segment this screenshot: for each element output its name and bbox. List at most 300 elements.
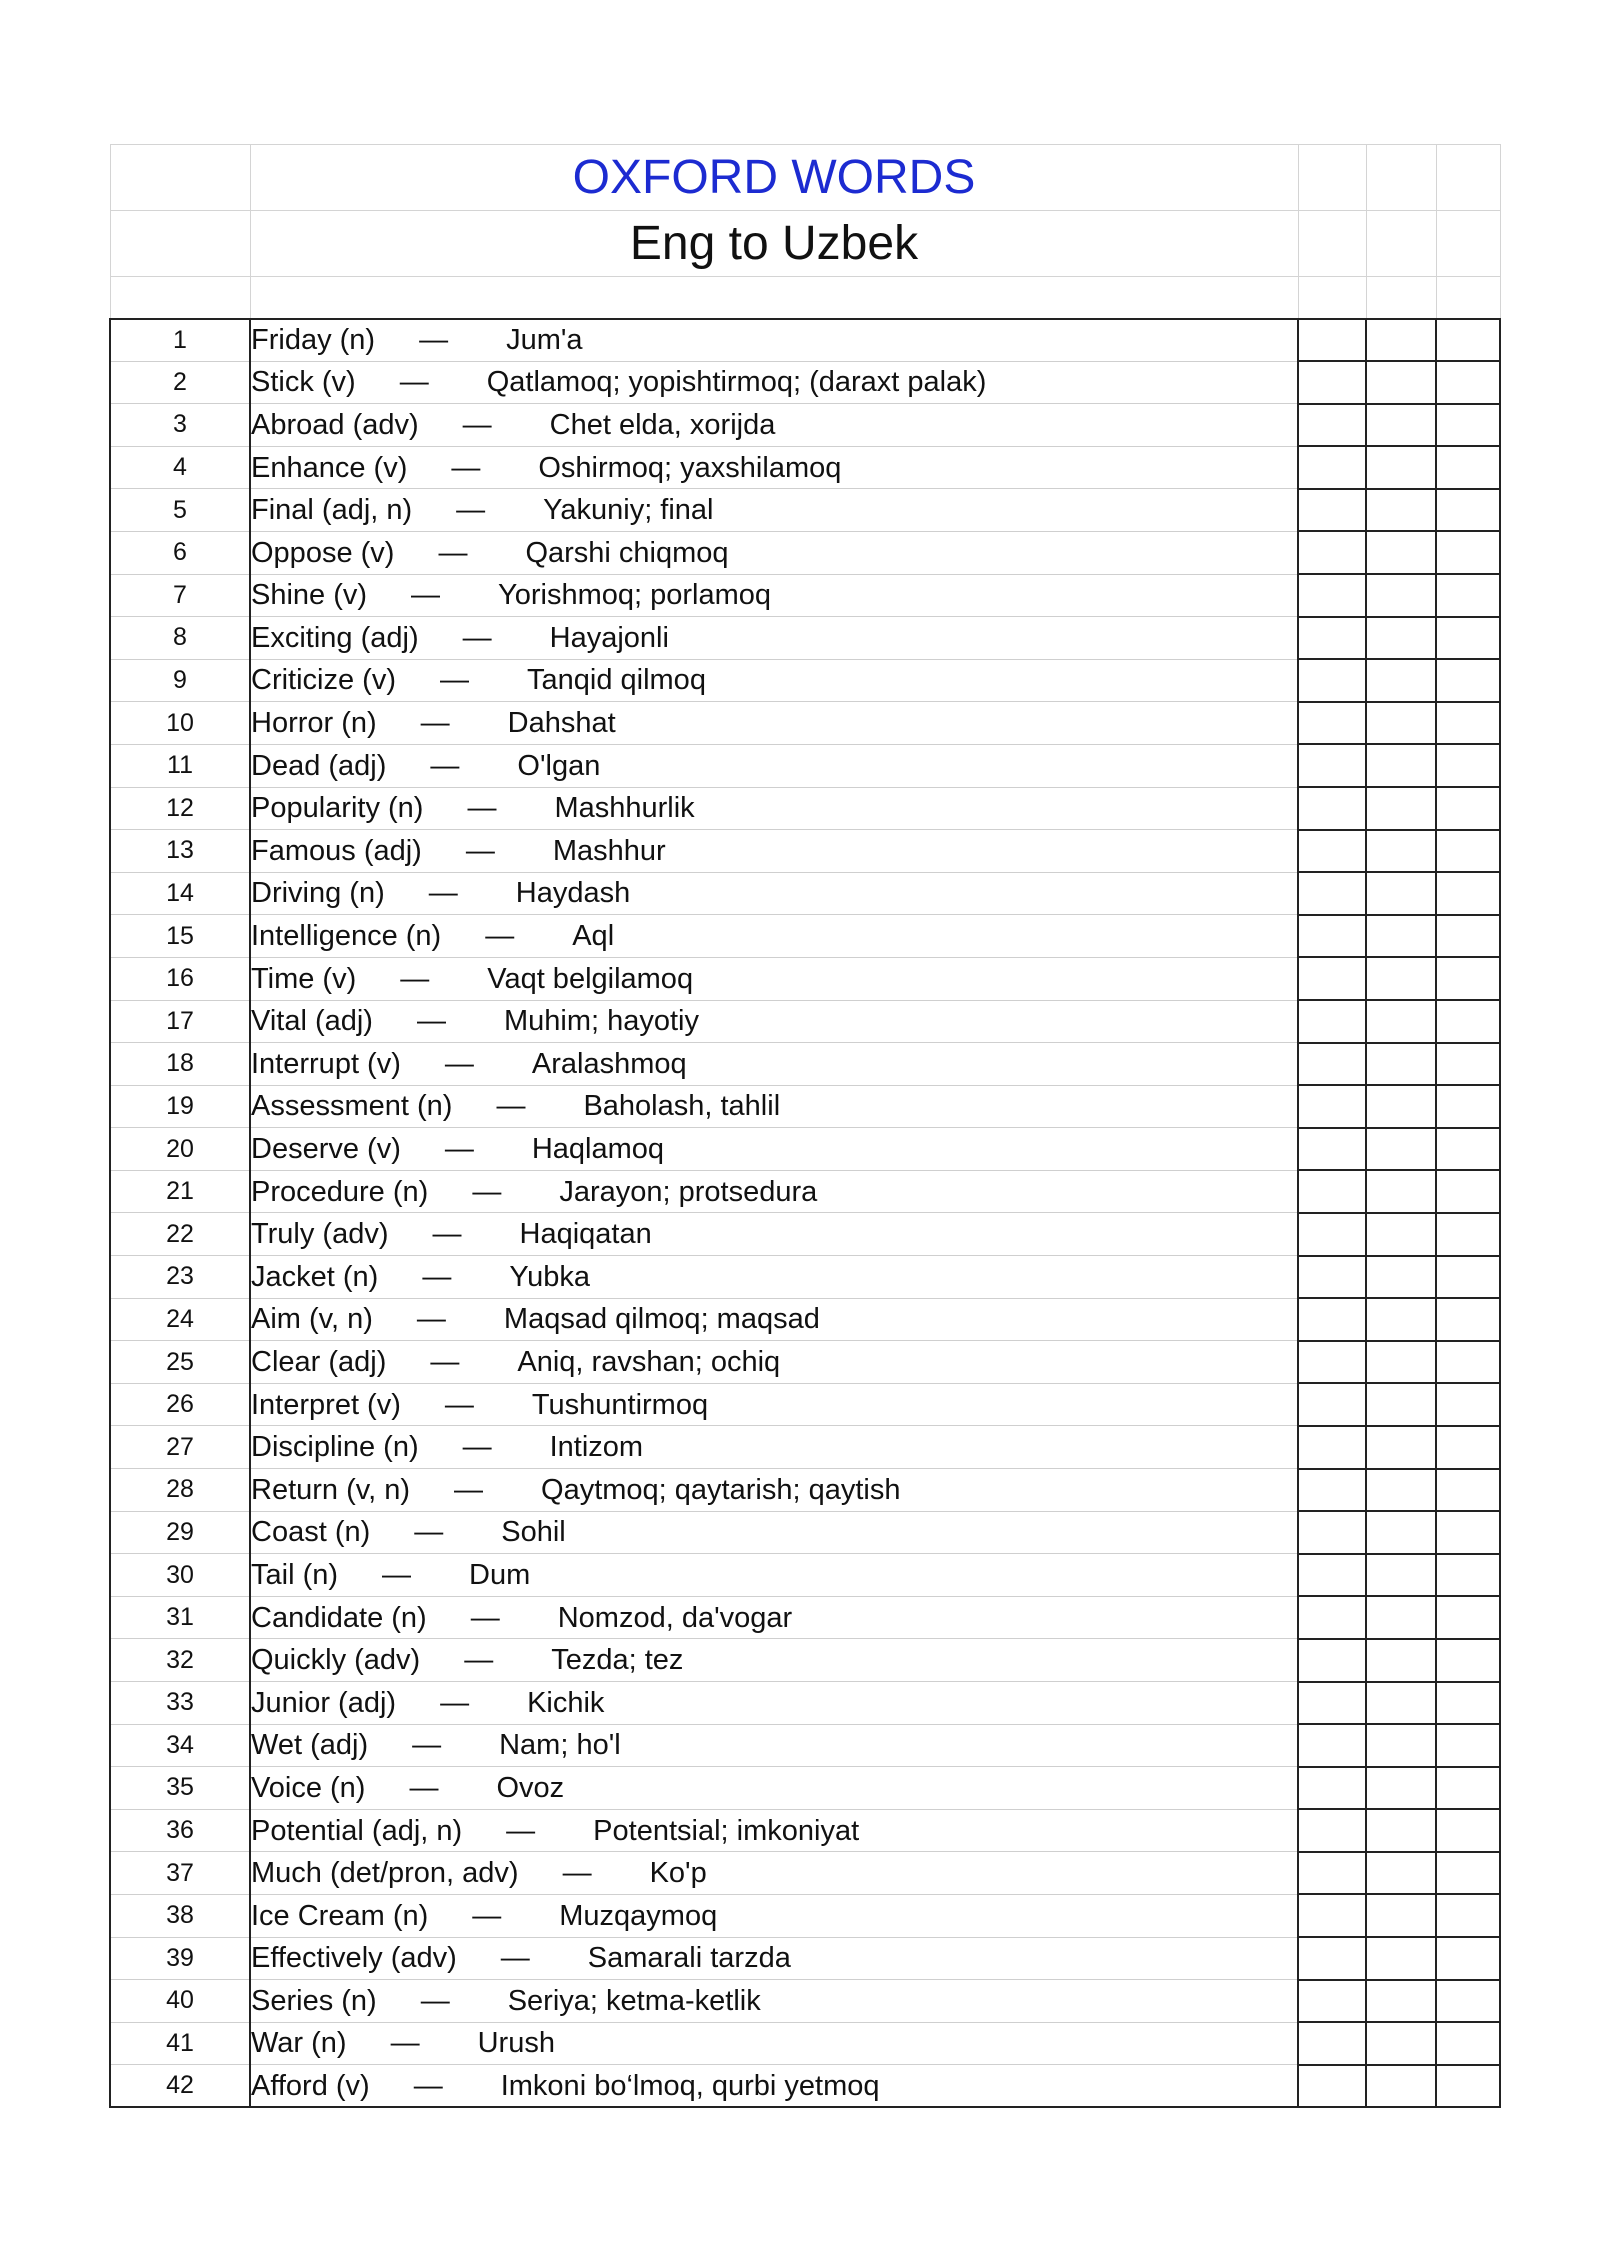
check-box-2[interactable] [1366, 1596, 1436, 1639]
separator-dash: — [464, 1644, 494, 1677]
check-box-3[interactable] [1436, 1128, 1500, 1171]
header-cell [1298, 277, 1366, 319]
separator-dash: — [428, 877, 458, 910]
check-box-1[interactable] [1298, 1170, 1366, 1213]
check-box-2[interactable] [1366, 531, 1436, 574]
check-box-1[interactable] [1298, 489, 1366, 532]
check-box-1[interactable] [1298, 1596, 1366, 1639]
check-box-2[interactable] [1366, 1809, 1436, 1852]
word-entry [250, 1256, 1298, 1299]
row-number: 23 [110, 1256, 250, 1299]
english-word: Clear (adj) [251, 1345, 387, 1378]
uzbek-translation: Seriya; ketma-ketlik [507, 1984, 761, 2017]
separator-dash: — [440, 664, 469, 697]
table-row [110, 830, 1500, 873]
word-entry [250, 1511, 1298, 1554]
table-row [110, 957, 1500, 1000]
uzbek-translation: Jarayon; protsedura [559, 1175, 818, 1208]
check-box-3[interactable] [1436, 1639, 1500, 1682]
table-row [110, 1341, 1500, 1384]
subtitle-row [110, 211, 1500, 277]
uzbek-translation: Oshirmoq; yaxshilamoq [538, 451, 842, 484]
uzbek-translation: Aralashmoq [531, 1047, 687, 1080]
check-box-1[interactable] [1298, 1043, 1366, 1086]
check-box-3[interactable] [1436, 489, 1500, 532]
check-box-2[interactable] [1366, 957, 1436, 1000]
check-box-1[interactable] [1298, 915, 1366, 958]
uzbek-translation: Ovoz [496, 1771, 565, 1804]
check-box-1[interactable] [1298, 319, 1366, 362]
uzbek-translation: Tezda; tez [551, 1644, 684, 1677]
row-number: 29 [110, 1511, 250, 1554]
check-box-1[interactable] [1298, 1426, 1366, 1469]
separator-dash: — [462, 408, 492, 441]
uzbek-translation: Tanqid qilmoq [527, 664, 706, 697]
header-cell [110, 211, 250, 277]
english-word: Effectively (adv) [251, 1942, 457, 1975]
check-box-1[interactable] [1298, 659, 1366, 702]
separator-dash: — [500, 1942, 530, 1975]
check-box-2[interactable] [1366, 1682, 1436, 1725]
english-word: Potential (adj, n) [251, 1814, 463, 1847]
english-word: Time (v) [251, 962, 357, 995]
check-box-1[interactable] [1298, 1937, 1366, 1980]
check-box-3[interactable] [1436, 957, 1500, 1000]
check-box-1[interactable] [1298, 830, 1366, 873]
check-box-2[interactable] [1366, 1937, 1436, 1980]
check-box-1[interactable] [1298, 1894, 1366, 1937]
english-word: Oppose (v) [251, 536, 395, 569]
check-box-2[interactable] [1366, 1511, 1436, 1554]
table-row [110, 2022, 1500, 2065]
check-box-3[interactable] [1436, 744, 1500, 787]
separator-dash: — [430, 749, 460, 782]
english-word: Candidate (n) [251, 1601, 427, 1634]
check-box-1[interactable] [1298, 1000, 1366, 1043]
uzbek-translation: Muzqaymoq [559, 1899, 718, 1932]
word-entry [250, 872, 1298, 915]
check-box-2[interactable] [1366, 787, 1436, 830]
check-box-1[interactable] [1298, 446, 1366, 489]
english-word: Junior (adj) [251, 1686, 397, 1719]
table-row [110, 1767, 1500, 1810]
word-entry [250, 1043, 1298, 1086]
check-box-1[interactable] [1298, 787, 1366, 830]
check-box-2[interactable] [1366, 872, 1436, 915]
row-number: 21 [110, 1170, 250, 1213]
check-box-2[interactable] [1366, 702, 1436, 745]
word-entry [250, 702, 1298, 745]
row-number: 28 [110, 1469, 250, 1512]
check-box-2[interactable] [1366, 361, 1436, 404]
separator-dash: — [413, 2069, 443, 2102]
check-box-3[interactable] [1436, 319, 1500, 362]
english-word: Shine (v) [251, 579, 368, 612]
row-number: 5 [110, 489, 250, 532]
word-entry [250, 1937, 1298, 1980]
separator-dash: — [416, 1303, 446, 1336]
check-box-3[interactable] [1436, 1213, 1500, 1256]
table-row [110, 1724, 1500, 1767]
check-box-1[interactable] [1298, 1724, 1366, 1767]
check-box-1[interactable] [1298, 531, 1366, 574]
check-box-3[interactable] [1436, 1724, 1500, 1767]
check-box-2[interactable] [1366, 1554, 1436, 1597]
check-box-1[interactable] [1298, 1980, 1366, 2023]
word-entry [250, 1554, 1298, 1597]
check-box-2[interactable] [1366, 319, 1436, 362]
table-row [110, 1511, 1500, 1554]
separator-dash: — [462, 621, 492, 654]
row-number: 34 [110, 1724, 250, 1767]
check-box-3[interactable] [1436, 1085, 1500, 1128]
english-word: Stick (v) [251, 366, 356, 399]
check-box-3[interactable] [1436, 1000, 1500, 1043]
uzbek-translation: Nam; ho'l [499, 1729, 621, 1762]
word-entry [250, 361, 1298, 404]
english-word: Friday (n) [251, 323, 376, 356]
table-row [110, 1426, 1500, 1469]
uzbek-translation: Potentsial; imkoniyat [593, 1814, 860, 1847]
check-box-3[interactable] [1436, 1894, 1500, 1937]
check-box-1[interactable] [1298, 744, 1366, 787]
check-box-2[interactable] [1366, 1341, 1436, 1384]
check-box-1[interactable] [1298, 1341, 1366, 1384]
check-box-2[interactable] [1366, 1852, 1436, 1895]
title-row [110, 145, 1500, 211]
check-box-2[interactable] [1366, 617, 1436, 660]
check-box-3[interactable] [1436, 1852, 1500, 1895]
check-box-3[interactable] [1436, 1809, 1500, 1852]
check-box-1[interactable] [1298, 1511, 1366, 1554]
separator-dash: — [430, 1345, 460, 1378]
check-box-1[interactable] [1298, 404, 1366, 447]
check-box-3[interactable] [1436, 1554, 1500, 1597]
check-box-1[interactable] [1298, 1682, 1366, 1725]
separator-dash: — [454, 1473, 484, 1506]
word-entry [250, 1383, 1298, 1426]
table-row [110, 659, 1500, 702]
uzbek-translation: Chet elda, xorijda [549, 408, 776, 441]
separator-dash: — [444, 1047, 474, 1080]
row-number: 11 [110, 744, 250, 787]
check-box-2[interactable] [1366, 489, 1436, 532]
check-box-2[interactable] [1366, 1724, 1436, 1767]
vocabulary-sheet [109, 144, 1501, 2108]
uzbek-translation: Haqlamoq [531, 1133, 665, 1165]
separator-dash: — [412, 1729, 442, 1762]
check-box-1[interactable] [1298, 1298, 1366, 1341]
row-number: 31 [110, 1596, 250, 1639]
table-row [110, 319, 1500, 362]
check-box-3[interactable] [1436, 1937, 1500, 1980]
row-number: 6 [110, 531, 250, 574]
english-word: Voice (n) [251, 1771, 366, 1804]
separator-dash: — [420, 1984, 450, 2017]
check-box-3[interactable] [1436, 1426, 1500, 1469]
table-row [110, 1639, 1500, 1682]
check-box-3[interactable] [1436, 659, 1500, 702]
row-number: 33 [110, 1682, 250, 1725]
check-box-3[interactable] [1436, 1682, 1500, 1725]
english-word: Quickly (adv) [251, 1644, 421, 1677]
separator-dash: — [456, 494, 486, 527]
check-box-3[interactable] [1436, 404, 1500, 447]
check-box-2[interactable] [1366, 744, 1436, 787]
check-box-2[interactable] [1366, 1213, 1436, 1256]
table-row [110, 1256, 1500, 1299]
check-box-2[interactable] [1366, 1043, 1436, 1086]
uzbek-translation: Vaqt belgilamoq [487, 962, 694, 995]
row-number: 37 [110, 1852, 250, 1895]
english-word: Criticize (v) [251, 664, 396, 697]
english-word: Afford (v) [251, 2069, 370, 2102]
check-box-2[interactable] [1366, 1426, 1436, 1469]
check-box-2[interactable] [1366, 1980, 1436, 2023]
english-word: Assessment (n) [251, 1090, 453, 1123]
uzbek-translation: Mashhurlik [554, 792, 695, 825]
uzbek-translation: Urush [477, 2027, 555, 2060]
uzbek-translation: Samarali tarzda [587, 1942, 791, 1975]
check-box-2[interactable] [1366, 830, 1436, 873]
word-entry [250, 1000, 1298, 1043]
check-box-3[interactable] [1436, 830, 1500, 873]
check-box-3[interactable] [1436, 915, 1500, 958]
row-number: 40 [110, 1980, 250, 2023]
separator-dash: — [444, 1388, 474, 1421]
row-number: 8 [110, 617, 250, 660]
word-entry [250, 1170, 1298, 1213]
row-number: 41 [110, 2022, 250, 2065]
row-number: 22 [110, 1213, 250, 1256]
check-box-2[interactable] [1366, 1170, 1436, 1213]
table-row [110, 1894, 1500, 1937]
table-row [110, 1682, 1500, 1725]
row-number: 17 [110, 1000, 250, 1043]
word-entry [250, 1724, 1298, 1767]
check-box-1[interactable] [1298, 617, 1366, 660]
check-box-3[interactable] [1436, 361, 1500, 404]
row-number: 10 [110, 702, 250, 745]
check-box-3[interactable] [1436, 2022, 1500, 2065]
check-box-1[interactable] [1298, 1554, 1366, 1597]
check-box-1[interactable] [1298, 2065, 1366, 2108]
english-word: Wet (adj) [251, 1729, 369, 1762]
word-entry [250, 2065, 1298, 2108]
check-box-2[interactable] [1366, 1298, 1436, 1341]
check-box-2[interactable] [1366, 2022, 1436, 2065]
table-row [110, 2065, 1500, 2108]
separator-dash: — [506, 1814, 536, 1847]
check-box-1[interactable] [1298, 702, 1366, 745]
word-entry [250, 1085, 1298, 1128]
table-row [110, 1937, 1500, 1980]
check-box-3[interactable] [1436, 872, 1500, 915]
uzbek-translation: Imkoni bo‘lmoq, qurbi yetmoq [500, 2069, 880, 2102]
check-box-2[interactable] [1366, 1085, 1436, 1128]
check-box-3[interactable] [1436, 1383, 1500, 1426]
uzbek-translation: Qatlamoq; yopishtirmoq; (daraxt palak) [486, 366, 987, 399]
header-cell [1298, 145, 1366, 211]
english-word: Ice Cream (n) [251, 1899, 429, 1932]
uzbek-translation: Ko'p [649, 1857, 707, 1890]
english-word: Abroad (adv) [251, 408, 419, 441]
check-box-1[interactable] [1298, 2022, 1366, 2065]
word-entry [250, 744, 1298, 787]
english-word: Coast (n) [251, 1516, 371, 1549]
check-box-1[interactable] [1298, 1213, 1366, 1256]
table-row [110, 744, 1500, 787]
uzbek-translation: Intizom [549, 1431, 644, 1464]
word-entry [250, 1426, 1298, 1469]
english-word: Famous (adj) [251, 834, 422, 867]
uzbek-translation: Baholash, tahlil [583, 1090, 781, 1123]
check-box-3[interactable] [1436, 1596, 1500, 1639]
check-box-1[interactable] [1298, 1383, 1366, 1426]
check-box-2[interactable] [1366, 1000, 1436, 1043]
english-word: Deserve (v) [251, 1133, 401, 1165]
check-box-1[interactable] [1298, 872, 1366, 915]
table-row [110, 1170, 1500, 1213]
check-box-2[interactable] [1366, 404, 1436, 447]
check-box-3[interactable] [1436, 531, 1500, 574]
table-row [110, 446, 1500, 489]
row-number: 25 [110, 1341, 250, 1384]
table-row [110, 1596, 1500, 1639]
uzbek-translation: Dahshat [507, 707, 616, 740]
header-cell [1436, 211, 1500, 277]
header-cell [110, 145, 250, 211]
row-number: 1 [110, 319, 250, 362]
check-box-2[interactable] [1366, 1767, 1436, 1810]
check-box-1[interactable] [1298, 1852, 1366, 1895]
check-box-3[interactable] [1436, 1511, 1500, 1554]
check-box-2[interactable] [1366, 915, 1436, 958]
check-box-2[interactable] [1366, 1894, 1436, 1937]
check-box-2[interactable] [1366, 2065, 1436, 2108]
uzbek-translation: Sohil [501, 1516, 566, 1549]
check-box-2[interactable] [1366, 446, 1436, 489]
table-row [110, 489, 1500, 532]
spacer-row [110, 277, 1500, 319]
check-box-3[interactable] [1436, 2065, 1500, 2108]
english-word: Discipline (n) [251, 1431, 419, 1464]
check-box-3[interactable] [1436, 446, 1500, 489]
english-word: War (n) [251, 2027, 347, 2060]
uzbek-translation: Jum'a [506, 323, 583, 356]
word-entry [250, 2022, 1298, 2065]
uzbek-translation: Haydash [515, 877, 631, 910]
english-word: Series (n) [251, 1984, 377, 2017]
english-word: Truly (adv) [251, 1218, 389, 1251]
check-box-2[interactable] [1366, 1469, 1436, 1512]
separator-dash: — [496, 1090, 526, 1123]
english-word: Dead (adj) [251, 749, 387, 782]
separator-dash: — [485, 920, 515, 953]
table-row [110, 872, 1500, 915]
table-row [110, 702, 1500, 745]
row-number: 7 [110, 574, 250, 617]
word-entry [250, 1639, 1298, 1682]
row-number: 38 [110, 1894, 250, 1937]
row-number: 36 [110, 1809, 250, 1852]
check-box-1[interactable] [1298, 574, 1366, 617]
separator-dash: — [399, 366, 429, 399]
table-row [110, 1852, 1500, 1895]
check-box-3[interactable] [1436, 1043, 1500, 1086]
separator-dash: — [382, 1558, 412, 1591]
uzbek-translation: Maqsad qilmoq; maqsad [503, 1303, 820, 1336]
check-box-3[interactable] [1436, 1767, 1500, 1810]
check-box-3[interactable] [1436, 1256, 1500, 1299]
separator-dash: — [467, 792, 497, 825]
check-box-1[interactable] [1298, 1085, 1366, 1128]
check-box-1[interactable] [1298, 957, 1366, 1000]
check-box-2[interactable] [1366, 1639, 1436, 1682]
check-box-2[interactable] [1366, 659, 1436, 702]
word-entry [250, 915, 1298, 958]
separator-dash: — [465, 834, 495, 867]
table-row [110, 617, 1500, 660]
header-cell [1436, 145, 1500, 211]
row-number: 16 [110, 957, 250, 1000]
separator-dash: — [472, 1899, 502, 1932]
check-box-3[interactable] [1436, 574, 1500, 617]
check-box-3[interactable] [1436, 1341, 1500, 1384]
table-row [110, 1000, 1500, 1043]
check-box-3[interactable] [1436, 617, 1500, 660]
uzbek-translation: Yubka [509, 1260, 590, 1293]
word-entry [250, 830, 1298, 873]
separator-dash: — [451, 451, 481, 484]
check-box-2[interactable] [1366, 1256, 1436, 1299]
check-box-2[interactable] [1366, 1128, 1436, 1171]
separator-dash: — [472, 1175, 502, 1208]
check-box-2[interactable] [1366, 1383, 1436, 1426]
check-box-1[interactable] [1298, 1809, 1366, 1852]
check-box-3[interactable] [1436, 1170, 1500, 1213]
check-box-1[interactable] [1298, 1639, 1366, 1682]
word-entry [250, 1682, 1298, 1725]
header-cell [1366, 145, 1436, 211]
check-box-3[interactable] [1436, 1298, 1500, 1341]
check-box-2[interactable] [1366, 574, 1436, 617]
row-number: 2 [110, 361, 250, 404]
sheet-title: OXFORD WORDS [250, 145, 1298, 211]
check-box-3[interactable] [1436, 787, 1500, 830]
check-box-1[interactable] [1298, 1469, 1366, 1512]
uzbek-translation: Mashhur [552, 834, 666, 867]
check-box-1[interactable] [1298, 1767, 1366, 1810]
row-number: 39 [110, 1937, 250, 1980]
separator-dash: — [420, 707, 450, 740]
check-box-1[interactable] [1298, 1128, 1366, 1171]
check-box-3[interactable] [1436, 1469, 1500, 1512]
row-number: 13 [110, 830, 250, 873]
word-entry [250, 489, 1298, 532]
check-box-1[interactable] [1298, 1256, 1366, 1299]
english-word: Enhance (v) [251, 451, 408, 484]
row-number: 32 [110, 1639, 250, 1682]
separator-dash: — [562, 1857, 592, 1890]
uzbek-translation: Aniq, ravshan; ochiq [517, 1345, 781, 1378]
english-word: Popularity (n) [251, 792, 424, 825]
check-box-3[interactable] [1436, 1980, 1500, 2023]
word-entry [250, 617, 1298, 660]
check-box-3[interactable] [1436, 702, 1500, 745]
check-box-1[interactable] [1298, 361, 1366, 404]
table-row [110, 1085, 1500, 1128]
